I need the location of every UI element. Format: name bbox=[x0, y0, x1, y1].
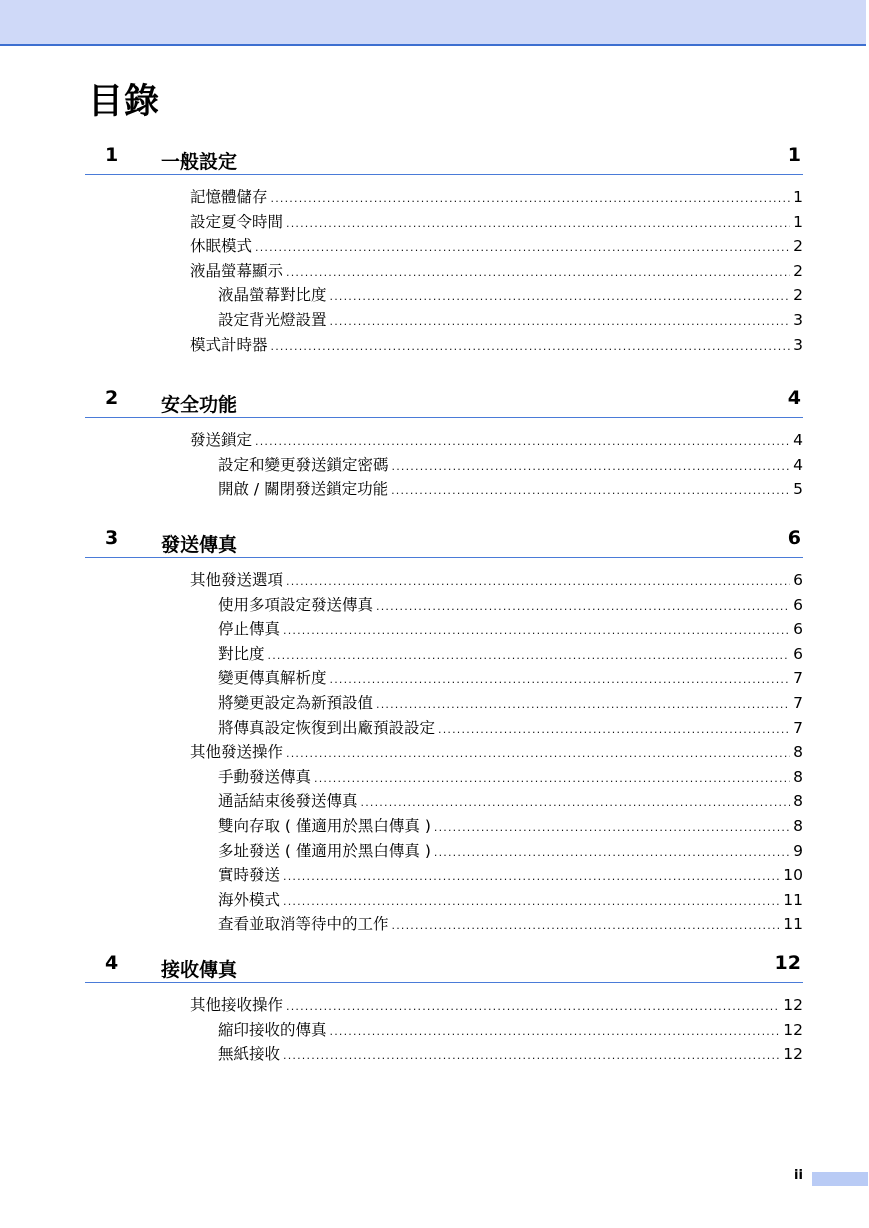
toc-entry[interactable] bbox=[85, 568, 803, 593]
dot-leader bbox=[268, 644, 791, 669]
toc-entry-page: 3 bbox=[793, 310, 803, 329]
chapter-page: 6 bbox=[787, 527, 801, 549]
chapter-title: 一般設定 bbox=[161, 151, 238, 173]
chapter-title: 接收傳真 bbox=[161, 959, 238, 981]
dot-leader bbox=[376, 693, 790, 718]
chapter-number: 4 bbox=[105, 952, 119, 974]
toc-entry[interactable] bbox=[85, 912, 803, 937]
toc-entry[interactable] bbox=[85, 740, 803, 765]
dot-leader bbox=[283, 865, 780, 890]
toc-entry[interactable] bbox=[85, 453, 803, 478]
chapter-title: 發送傳真 bbox=[161, 534, 238, 556]
toc-entry-label: 休眠模式 bbox=[190, 237, 253, 256]
dot-leader bbox=[330, 1020, 781, 1045]
toc-entry-label: 開啟 / 關閉發送鎖定功能 bbox=[218, 480, 389, 499]
toc-entry[interactable] bbox=[85, 1018, 803, 1043]
toc-entry-label: 無紙接收 bbox=[218, 1045, 281, 1064]
toc-entry-label: 液晶螢幕對比度 bbox=[218, 286, 327, 305]
dot-leader bbox=[314, 767, 790, 792]
toc-entry-label: 其他發送選項 bbox=[190, 571, 284, 589]
dot-leader bbox=[392, 455, 791, 480]
toc-entry-page: 9 bbox=[793, 841, 803, 860]
toc-entry-page: 8 bbox=[793, 743, 803, 762]
toc-entry-page: 4 bbox=[793, 431, 803, 449]
dot-leader bbox=[434, 841, 790, 866]
toc-entry-label: 使用多項設定發送傳真 bbox=[218, 595, 374, 614]
toc-entry-page: 12 bbox=[783, 1045, 803, 1064]
toc-entry[interactable] bbox=[85, 814, 803, 839]
toc-entry-label: 通話結束後發送傳真 bbox=[218, 792, 358, 811]
chapter-page: 1 bbox=[787, 144, 801, 166]
toc-entry[interactable] bbox=[85, 185, 803, 210]
dot-leader bbox=[283, 619, 790, 644]
toc-entry-page: 8 bbox=[793, 792, 803, 811]
toc-entry-page: 7 bbox=[793, 669, 803, 688]
dot-leader bbox=[271, 335, 791, 360]
toc-entry-label: 查看並取消等待中的工作 bbox=[218, 915, 389, 934]
toc-entry-page: 11 bbox=[783, 890, 803, 909]
dot-leader bbox=[283, 1044, 780, 1069]
toc-entry[interactable] bbox=[85, 617, 803, 642]
chapter-section bbox=[85, 144, 803, 357]
toc-entry[interactable] bbox=[85, 839, 803, 864]
toc-entry-page: 5 bbox=[793, 480, 803, 499]
toc-entry-label: 雙向存取 ( 僅適用於黑白傳真 ) bbox=[218, 816, 431, 835]
toc-entry[interactable] bbox=[85, 593, 803, 618]
toc-entry-label: 停止傳真 bbox=[218, 620, 281, 639]
chapter-number: 3 bbox=[105, 527, 119, 549]
toc-entry-page: 12 bbox=[783, 1020, 803, 1039]
toc-entry-page: 6 bbox=[793, 620, 803, 639]
toc-entry-page: 4 bbox=[793, 455, 803, 474]
toc-entry-label: 其他接收操作 bbox=[190, 996, 284, 1014]
page-title: 目錄 bbox=[88, 82, 161, 122]
toc-entry-page: 7 bbox=[793, 718, 803, 737]
toc-entry[interactable] bbox=[85, 477, 803, 502]
dot-leader bbox=[330, 668, 791, 693]
toc-entry-label: 縮印接收的傳真 bbox=[218, 1020, 327, 1039]
toc-entry[interactable] bbox=[85, 691, 803, 716]
toc-entry-page: 1 bbox=[793, 212, 803, 231]
chapter-heading[interactable] bbox=[85, 527, 803, 558]
toc-entry[interactable] bbox=[85, 308, 803, 333]
toc-entry-page: 2 bbox=[793, 261, 803, 280]
toc-entry[interactable] bbox=[85, 1042, 803, 1067]
toc-entry[interactable] bbox=[85, 259, 803, 284]
dot-leader bbox=[286, 742, 790, 767]
toc-entry-label: 多址發送 ( 僅適用於黑白傳真 ) bbox=[218, 841, 431, 860]
toc-entry-label: 手動發送傳真 bbox=[218, 767, 312, 786]
toc-entry-list bbox=[85, 428, 803, 502]
dot-leader bbox=[392, 914, 781, 939]
chapter-title: 安全功能 bbox=[161, 394, 238, 416]
toc-entry-label: 設定背光燈設置 bbox=[218, 310, 327, 329]
header-band bbox=[0, 0, 866, 46]
toc-entry-page: 2 bbox=[793, 237, 803, 256]
toc-entry-page: 8 bbox=[793, 816, 803, 835]
toc-entry-label: 發送鎖定 bbox=[190, 431, 253, 449]
corner-tab bbox=[812, 1172, 868, 1186]
dot-leader bbox=[255, 430, 790, 455]
toc-entry-page: 6 bbox=[793, 571, 803, 589]
dot-leader bbox=[286, 995, 780, 1020]
chapter-section bbox=[85, 527, 803, 937]
toc-entry[interactable] bbox=[85, 642, 803, 667]
toc-entry-list bbox=[85, 568, 803, 937]
chapter-section bbox=[85, 952, 803, 1067]
toc-entry-page: 10 bbox=[783, 866, 803, 885]
toc-entry-label: 實時發送 bbox=[218, 866, 281, 885]
dot-leader bbox=[286, 261, 790, 286]
toc-entry[interactable] bbox=[85, 283, 803, 308]
toc-entry[interactable] bbox=[85, 210, 803, 235]
toc-entry-label: 將變更設定為新預設值 bbox=[218, 693, 374, 712]
toc-entry-page: 6 bbox=[793, 644, 803, 663]
dot-leader bbox=[434, 816, 790, 841]
dot-leader bbox=[391, 479, 790, 504]
chapter-heading[interactable] bbox=[85, 387, 803, 418]
toc-entry[interactable] bbox=[85, 863, 803, 888]
toc-entry-label: 其他發送操作 bbox=[190, 743, 284, 762]
chapter-page: 4 bbox=[787, 387, 801, 409]
toc-entry-page: 1 bbox=[793, 188, 803, 206]
dot-leader bbox=[286, 212, 790, 237]
toc-entry-label: 將傳真設定恢復到出廠預設設定 bbox=[218, 718, 436, 737]
toc-entry[interactable] bbox=[85, 789, 803, 814]
toc-entry-page: 8 bbox=[793, 767, 803, 786]
toc-entry[interactable] bbox=[85, 993, 803, 1018]
toc-entry-page: 11 bbox=[783, 915, 803, 934]
dot-leader bbox=[286, 570, 790, 595]
dot-leader bbox=[271, 187, 791, 212]
dot-leader bbox=[376, 595, 790, 620]
toc-entry-page: 3 bbox=[793, 335, 803, 354]
toc-entry-label: 模式計時器 bbox=[190, 335, 268, 354]
dot-leader bbox=[438, 718, 790, 743]
toc-entry[interactable] bbox=[85, 888, 803, 913]
chapter-section bbox=[85, 387, 803, 502]
toc-entry-list bbox=[85, 993, 803, 1067]
chapter-heading[interactable] bbox=[85, 144, 803, 175]
dot-leader bbox=[283, 890, 780, 915]
dot-leader bbox=[330, 285, 791, 310]
toc-entry[interactable] bbox=[85, 428, 803, 453]
dot-leader bbox=[255, 236, 790, 261]
toc-entry-label: 變更傳真解析度 bbox=[218, 669, 327, 688]
toc-entry-label: 海外模式 bbox=[218, 890, 281, 909]
toc-entry[interactable] bbox=[85, 333, 803, 358]
toc-entry[interactable] bbox=[85, 765, 803, 790]
toc-entry[interactable] bbox=[85, 666, 803, 691]
toc-entry-page: 12 bbox=[783, 996, 803, 1014]
chapter-number: 2 bbox=[105, 387, 119, 409]
toc-entry[interactable] bbox=[85, 234, 803, 259]
toc-entry-label: 設定和變更發送鎖定密碼 bbox=[218, 455, 389, 474]
toc-entry-page: 2 bbox=[793, 286, 803, 305]
toc-entry-label: 記憶體儲存 bbox=[190, 188, 268, 206]
chapter-page: 12 bbox=[774, 952, 801, 974]
toc-entry-label: 對比度 bbox=[218, 644, 265, 663]
chapter-heading[interactable] bbox=[85, 952, 803, 983]
dot-leader bbox=[330, 310, 791, 335]
toc-entry-list bbox=[85, 185, 803, 357]
toc-entry-page: 6 bbox=[793, 595, 803, 614]
toc-entry[interactable] bbox=[85, 716, 803, 741]
toc-entry-label: 設定夏令時間 bbox=[190, 212, 284, 231]
toc-entry-label: 液晶螢幕顯示 bbox=[190, 261, 284, 280]
page-number: ii bbox=[794, 1168, 803, 1183]
toc-entry-page: 7 bbox=[793, 693, 803, 712]
chapter-number: 1 bbox=[105, 144, 119, 166]
dot-leader bbox=[361, 791, 791, 816]
